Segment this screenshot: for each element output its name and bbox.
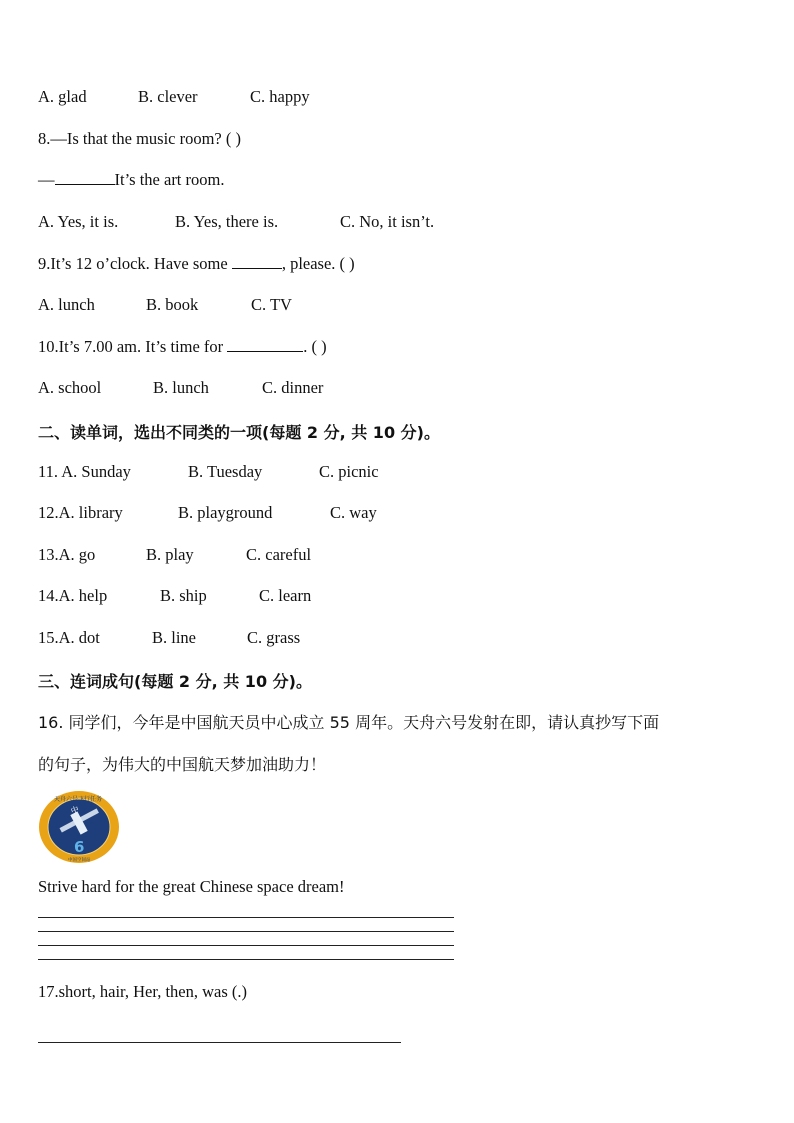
q14-option-b[interactable]: B. ship bbox=[160, 586, 207, 605]
writing-line-1[interactable] bbox=[38, 917, 454, 918]
q13-option-c[interactable]: C. careful bbox=[246, 545, 312, 564]
svg-text:中: 中 bbox=[69, 804, 81, 816]
q16-instruction-line2: 的句子，为伟大的中国航天梦加油助力！ bbox=[38, 755, 327, 774]
q10-question-suffix: . ( ) bbox=[303, 337, 327, 356]
q13-options bbox=[38, 545, 311, 565]
q11-option-b[interactable]: B. Tuesday bbox=[188, 462, 263, 481]
q8-answer-suffix: It’s the art room. bbox=[114, 170, 225, 189]
q8-blank[interactable] bbox=[55, 170, 115, 185]
writing-line-2[interactable] bbox=[38, 931, 454, 932]
q16-instruction-line1: 16. 同学们，今年是中国航天员中心成立 55 周年。天舟六号发射在即，请认真抄写下面 bbox=[38, 713, 660, 732]
q10-question bbox=[38, 337, 327, 357]
writing-line-4[interactable] bbox=[38, 959, 454, 960]
q16-sentence: Strive hard for the great Chinese space dream! bbox=[38, 877, 345, 896]
q13-option-a[interactable]: 13.A. go bbox=[38, 545, 96, 564]
q12-option-b[interactable]: B. playground bbox=[178, 503, 273, 522]
q14-option-a[interactable]: 14.A. help bbox=[38, 586, 108, 605]
logo-text-bottom: 中国空间站 bbox=[68, 858, 91, 863]
mission-logo-icon bbox=[38, 790, 120, 864]
section-2-title: 二、读单词，选出不同类的一项(每题 2 分, 共 10 分)。 bbox=[38, 423, 440, 442]
q7-options bbox=[38, 87, 310, 107]
q13-option-b[interactable]: B. play bbox=[146, 545, 194, 564]
q10-option-a[interactable]: A. school bbox=[38, 378, 102, 397]
q14-options bbox=[38, 586, 311, 606]
logo-text-top: 天舟六号飞行任务 bbox=[54, 796, 103, 803]
q8-option-b[interactable]: B. Yes, there is. bbox=[175, 212, 279, 231]
q8-question: 8.—Is that the music room? ( ) bbox=[38, 129, 241, 148]
q11-options bbox=[38, 462, 379, 482]
section-3-title: 三、连词成句(每题 2 分, 共 10 分)。 bbox=[38, 672, 312, 691]
q11-option-c[interactable]: C. picnic bbox=[319, 462, 379, 481]
q10-question-prefix: 10.It’s 7.00 am. It’s time for bbox=[38, 337, 228, 356]
q9-blank[interactable] bbox=[232, 254, 282, 269]
writing-line-3[interactable] bbox=[38, 945, 454, 946]
q15-option-c[interactable]: C. grass bbox=[247, 628, 301, 647]
q7-option-b[interactable]: B. clever bbox=[138, 87, 198, 106]
q17-answer-line[interactable] bbox=[38, 1042, 401, 1043]
q8-answer-line bbox=[38, 170, 224, 190]
q11-option-a[interactable]: 11. A. Sunday bbox=[38, 462, 131, 481]
q10-option-c[interactable]: C. dinner bbox=[262, 378, 324, 397]
q12-options bbox=[38, 503, 377, 523]
q15-option-a[interactable]: 15.A. dot bbox=[38, 628, 100, 647]
q8-answer-prefix: — bbox=[38, 170, 55, 189]
q12-option-a[interactable]: 12.A. library bbox=[38, 503, 123, 522]
q7-option-c[interactable]: C. happy bbox=[250, 87, 310, 106]
q9-question bbox=[38, 254, 355, 274]
q15-option-b[interactable]: B. line bbox=[152, 628, 196, 647]
q17-question: 17.short, hair, Her, then, was (.) bbox=[38, 982, 247, 1001]
q14-option-c[interactable]: C. learn bbox=[259, 586, 312, 605]
q8-option-a[interactable]: A. Yes, it is. bbox=[38, 212, 119, 231]
logo-number: 6 bbox=[74, 838, 85, 856]
q7-option-a[interactable]: A. glad bbox=[38, 87, 87, 106]
q9-option-c[interactable]: C. TV bbox=[251, 295, 292, 314]
q10-option-b[interactable]: B. lunch bbox=[153, 378, 209, 397]
q8-option-c[interactable]: C. No, it isn’t. bbox=[340, 212, 435, 231]
q15-options bbox=[38, 628, 300, 648]
q9-question-prefix: 9.It’s 12 o’clock. Have some bbox=[38, 254, 232, 273]
q9-option-b[interactable]: B. book bbox=[146, 295, 199, 314]
q9-option-a[interactable]: A. lunch bbox=[38, 295, 95, 314]
q9-options bbox=[38, 295, 292, 315]
q9-question-suffix: , please. ( ) bbox=[281, 254, 355, 273]
q10-blank[interactable] bbox=[227, 337, 303, 352]
q12-option-c[interactable]: C. way bbox=[330, 503, 377, 522]
q8-options bbox=[38, 212, 434, 232]
q10-options bbox=[38, 378, 323, 398]
